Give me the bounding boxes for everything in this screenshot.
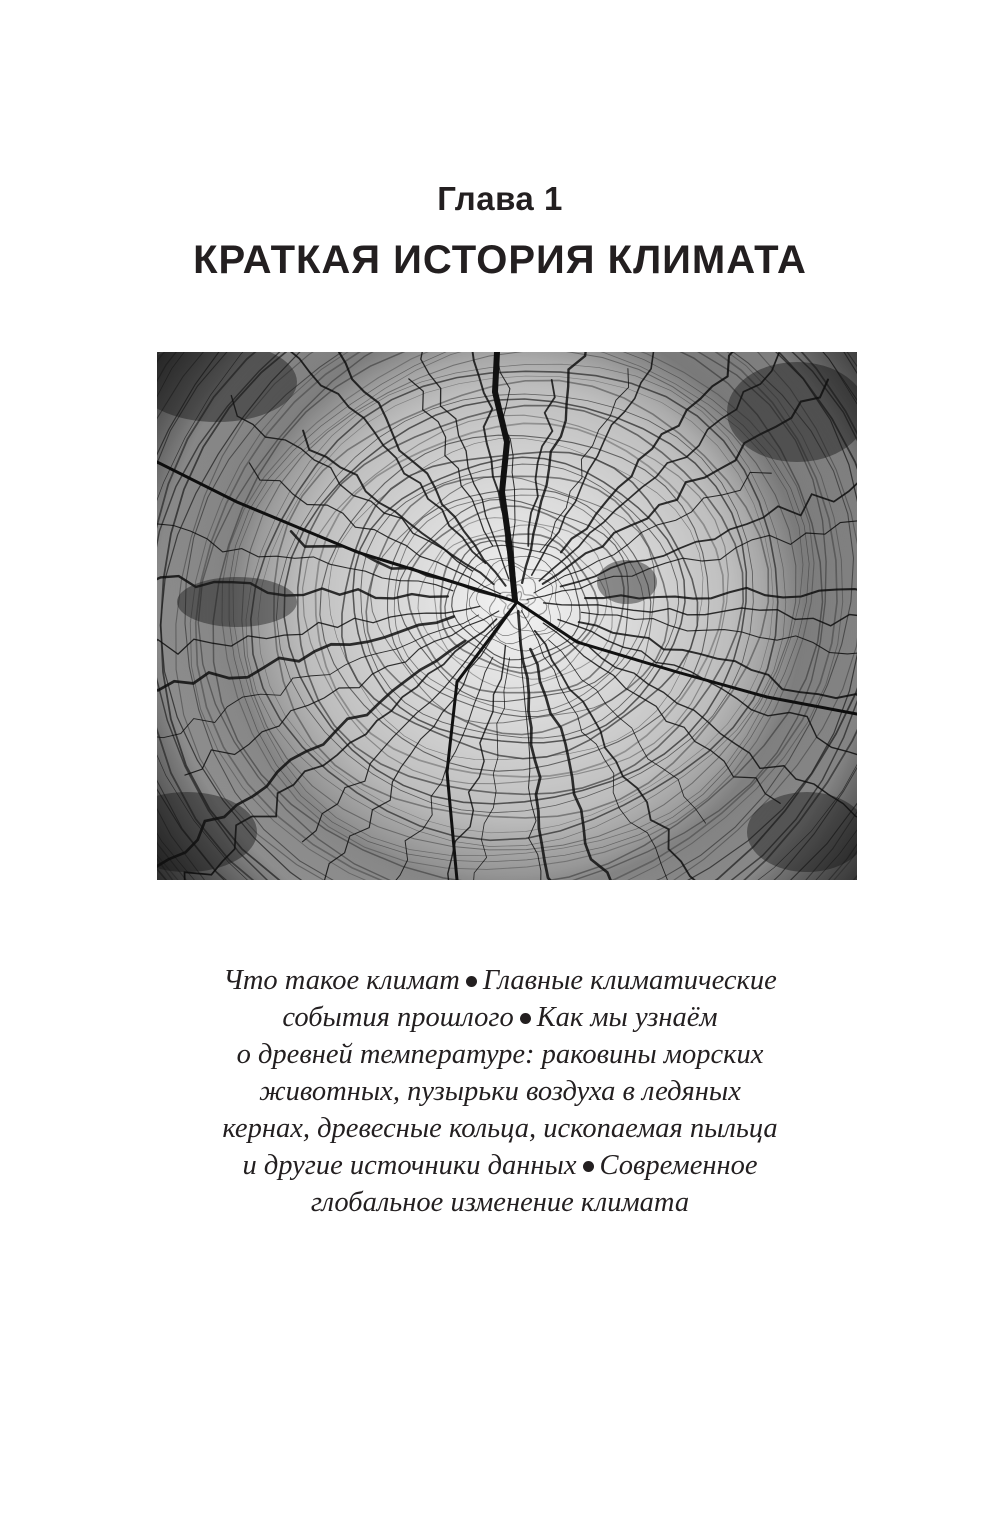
summary-topic: глобальное изменение климата <box>310 1187 690 1218</box>
summary-topic: о древней температуре: раковины морских <box>236 1039 764 1070</box>
summary-line <box>150 999 850 1036</box>
summary-topic: Как мы узнаём <box>536 1002 718 1033</box>
tree-rings-photo <box>157 352 857 880</box>
summary-line <box>150 1110 850 1147</box>
summary-topic: Главные климатические <box>482 965 777 996</box>
bullet-icon <box>520 1013 531 1024</box>
chapter-summary <box>150 962 850 1221</box>
summary-topic: Что такое климат <box>223 965 460 996</box>
chapter-number: Глава 1 <box>437 180 563 217</box>
summary-line <box>150 1073 850 1110</box>
bullet-icon <box>583 1161 594 1172</box>
summary-line <box>150 1184 850 1221</box>
summary-topic: события прошлого <box>282 1002 514 1033</box>
chapter-title: КРАТКАЯ ИСТОРИЯ КЛИМАТА <box>193 238 807 282</box>
summary-topic: кернах, древесные кольца, ископаемая пыльца <box>222 1113 778 1144</box>
bullet-icon <box>466 976 477 987</box>
summary-topic: и другие источники данных <box>242 1150 577 1181</box>
summary-line <box>150 1147 850 1184</box>
summary-topic: Современное <box>599 1150 758 1181</box>
summary-topic: животных, пузырьки воздуха в ледяных <box>259 1076 741 1107</box>
summary-line <box>150 1036 850 1073</box>
summary-line <box>150 962 850 999</box>
